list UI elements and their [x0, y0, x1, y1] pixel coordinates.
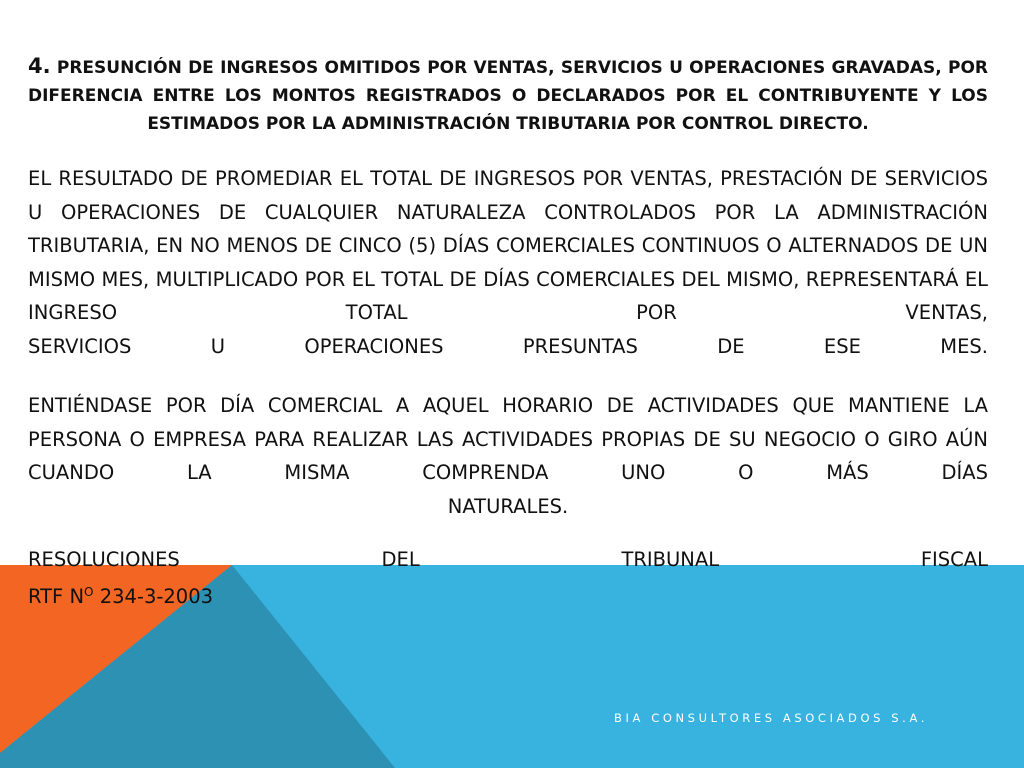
heading-number: 4.	[28, 54, 51, 78]
rtf-prefix: RTF N	[28, 584, 85, 608]
slide-content	[28, 52, 988, 612]
heading-text: PRESUNCIÓN DE INGRESOS OMITIDOS POR VENTAS, SERVICIOS U OPERACIONES GRAVADAS, POR DIFERENCIA ENTRE LOS MONTOS REGISTRADOS O DECLARADOS POR EL CONTRIBUYENTE Y LOS ESTIMADOS POR LA ADMINISTRACIÓN TRIBUTARIA POR CONTROL DIRECTO	[28, 58, 989, 134]
paragraph-1: EL RESULTADO DE PROMEDIAR EL TOTAL DE INGRESOS POR VENTAS, PRESTACIÓN DE SERVICIOS U OPERACIONES DE CUALQUIER NATURALEZA CONTROLADOS POR LA ADMINISTRACIÓN TRIBUTARIA, EN NO MENOS DE CINCO (5) DÍAS COMERCIALES CONTINUOS O ALTERNADOS DE UN MISMO MES, MULTIPLICADO POR EL TOTAL DE DÍAS COMERCIALES DEL MISMO, REPRESENTARÁ EL INGRESO TOTAL POR VENTAS,	[28, 167, 988, 324]
p1-word: DE	[717, 334, 745, 358]
p1-word: MES.	[940, 334, 988, 358]
rtf-reference	[28, 577, 988, 612]
rtf-superscript: O	[84, 584, 94, 599]
paragraph-1-last-line	[28, 330, 988, 364]
footer-company-name: BIA CONSULTORES ASOCIADOS S.A.	[614, 711, 928, 725]
p1-word: PRESUNTAS	[522, 334, 638, 358]
resolutions-word: TRIBUNAL	[621, 548, 720, 571]
paragraph-2-last-line: NATURALES.	[447, 494, 569, 518]
heading-period: .	[862, 114, 869, 134]
p1-word: OPERACIONES	[304, 334, 444, 358]
p1-word: ESE	[823, 334, 861, 358]
resolutions-word: FISCAL	[920, 548, 988, 571]
resolutions-word: RESOLUCIONES	[28, 548, 180, 571]
paragraph-2: ENTIÉNDASE POR DÍA COMERCIAL A AQUEL HORARIO DE ACTIVIDADES QUE MANTIENE LA PERSONA O EMPRESA PARA REALIZAR LAS ACTIVIDADES PROPIAS DE SU NEGOCIO O GIRO AÚN CUANDO LA MISMA COMPRENDA UNO O MÁS DÍAS	[28, 394, 988, 484]
p1-word: SERVICIOS	[28, 334, 132, 358]
p1-word: U	[210, 334, 225, 358]
slide-heading	[28, 52, 988, 138]
resolutions-word: DEL	[381, 548, 420, 571]
resolutions-line	[28, 543, 988, 577]
rtf-number: 234-3-2003	[93, 584, 214, 608]
